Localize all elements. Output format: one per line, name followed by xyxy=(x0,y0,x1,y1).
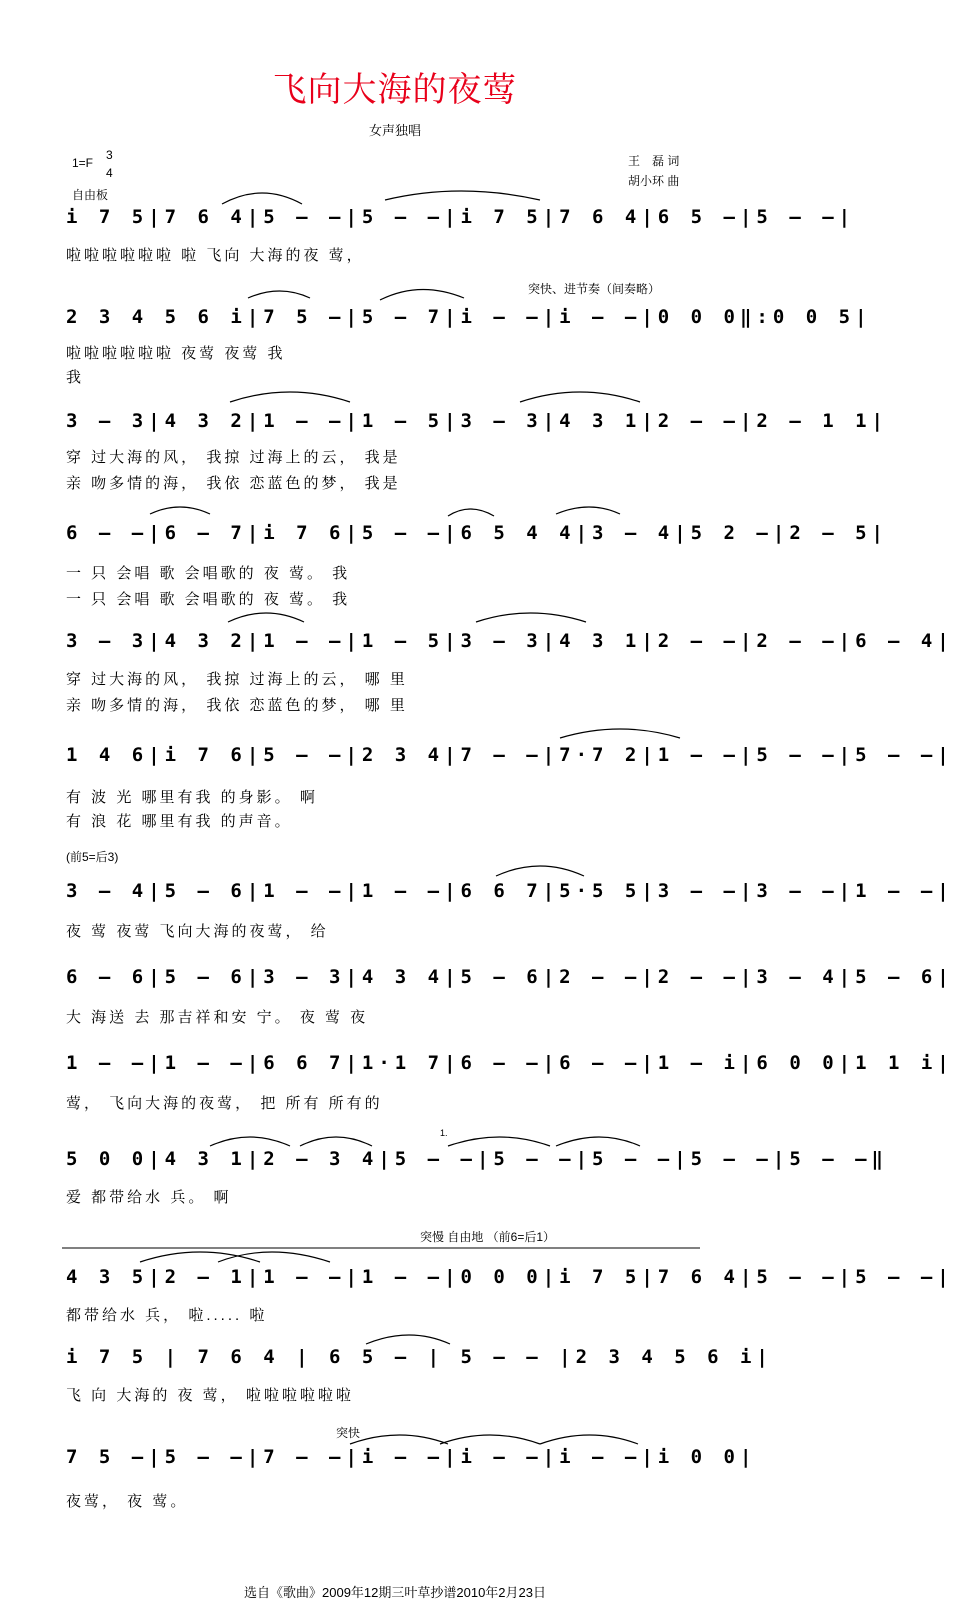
notation-row: 3 — 4|5 — 6|1 — —|1 — —|6 6 7|5·5 5|3 — —|3 — —|1 — —| xyxy=(66,880,954,902)
lyric-line: 我 xyxy=(66,369,85,386)
notation-row: 1 — —|1 — —|6 6 7|1·1 7|6 — —|6 — —|1 — i|6 0 0|1 1 i| xyxy=(66,1052,954,1074)
lyric-line: 莺， 飞向大海的夜莺， 把 所有 所有的 xyxy=(66,1095,383,1112)
lyric-line: 夜 莺 夜莺 飞向大海的夜莺， 给 xyxy=(66,923,329,940)
lyric-line: 一 只 会唱 歌 会唱歌的 夜 莺。 我 xyxy=(66,565,351,582)
lyric-line: 穿 过大海的风， 我掠 过海上的云， 我是 xyxy=(66,449,401,466)
song-title: 飞向大海的夜莺 xyxy=(272,70,518,110)
notation-row: i 7 5|7 6 4|5 — —|5 — —|i 7 5|7 6 4|6 5 —|5 — —| xyxy=(66,206,856,228)
tempo-change-mark: 突慢 自由地 （前6=后1） xyxy=(420,1230,556,1244)
notation-row: 2 3 4 5 6 i|7 5 —|5 — 7|i — —|i — —|0 0 0‖:0 0 5| xyxy=(66,306,872,328)
lyric-line: 啦啦啦啦啦啦 夜莺 夜莺 我 xyxy=(66,345,286,362)
tempo-marking: 自由板 xyxy=(72,188,109,202)
lyric-line: 飞 向 大海的 夜 莺， 啦啦啦啦啦啦 xyxy=(66,1387,354,1404)
pitch-note: (前5=后3) xyxy=(66,850,119,864)
lyric-line: 夜莺， 夜 莺。 xyxy=(66,1493,189,1510)
lyricist-credit: 王 磊 词 xyxy=(628,154,680,168)
composer-credit: 胡小环 曲 xyxy=(628,174,680,188)
performance-type: 女声独唱 xyxy=(368,123,421,138)
lyric-line: 爱 都带给水 兵。 啊 xyxy=(66,1189,232,1206)
time-signature-top: 3 xyxy=(106,148,113,162)
lyric-line: 啦啦啦啦啦啦 啦 飞向 大海的夜 莺， xyxy=(66,247,365,264)
notation-row: 3 — 3|4 3 2|1 — —|1 — 5|3 — 3|4 3 1|2 — —|2 — 1 1| xyxy=(66,410,888,432)
notation-row: 3 — 3|4 3 2|1 — —|1 — 5|3 — 3|4 3 1|2 — —|2 — —|6 — 4| xyxy=(66,630,954,652)
key-signature: 1=F xyxy=(72,156,94,170)
source-footer: 选自《歌曲》2009年12期三叶草抄谱2010年2月23日 xyxy=(244,1585,546,1600)
notation-row: 5 0 0|4 3 1|2 — 3 4|5 — —|5 — —|5 — —|5 — —|5 — —‖ xyxy=(66,1148,888,1170)
time-signature-bottom: 4 xyxy=(106,166,113,180)
lyric-line: 大 海送 去 那吉祥和安 宁。 夜 莺 夜 xyxy=(66,1009,369,1026)
lyric-line: 穿 过大海的风， 我掠 过海上的云， 哪 里 xyxy=(66,671,408,688)
lyric-line: 一 只 会唱 歌 会唱歌的 夜 莺。 我 xyxy=(66,591,351,608)
notation-row: 6 — 6|5 — 6|3 — 3|4 3 4|5 — 6|2 — —|2 — —|3 — 4|5 — 6| xyxy=(66,966,954,988)
lyric-line: 亲 吻多情的海， 我依 恋蓝色的梦， 我是 xyxy=(66,475,401,492)
tempo-fast-mark: 突快 xyxy=(336,1426,361,1440)
volta-mark: 1. xyxy=(440,1128,448,1138)
lyric-line: 有 浪 花 哪里有我 的声音。 xyxy=(66,813,293,830)
interlude-mark: 突快、进节奏（间奏略） xyxy=(528,282,661,296)
lyric-line: 亲 吻多情的海， 我依 恋蓝色的梦， 哪 里 xyxy=(66,697,408,714)
notation-row: 6 — —|6 — 7|i 7 6|5 — —|6 5 4 4|3 — 4|5 2 —|2 — 5| xyxy=(66,522,888,544)
lyric-line: 有 波 光 哪里有我 的身影。 啊 xyxy=(66,789,318,806)
notation-row: i 7 5 | 7 6 4 | 6 5 — | 5 — — |2 3 4 5 6 i| xyxy=(66,1346,773,1368)
notation-row: 1 4 6|i 7 6|5 — —|2 3 4|7 — —|7·7 2|1 — —|5 — —|5 — —| xyxy=(66,744,954,766)
notation-row: 7 5 —|5 — —|7 — —|i — —|i — —|i — —|i 0 0| xyxy=(66,1446,757,1468)
notation-row: 4 3 5|2 — 1|1 — —|1 — —|0 0 0|i 7 5|7 6 4|5 — —|5 — —| xyxy=(66,1266,954,1288)
lyric-line: 都带给水 兵， 啦..... 啦 xyxy=(66,1307,268,1324)
